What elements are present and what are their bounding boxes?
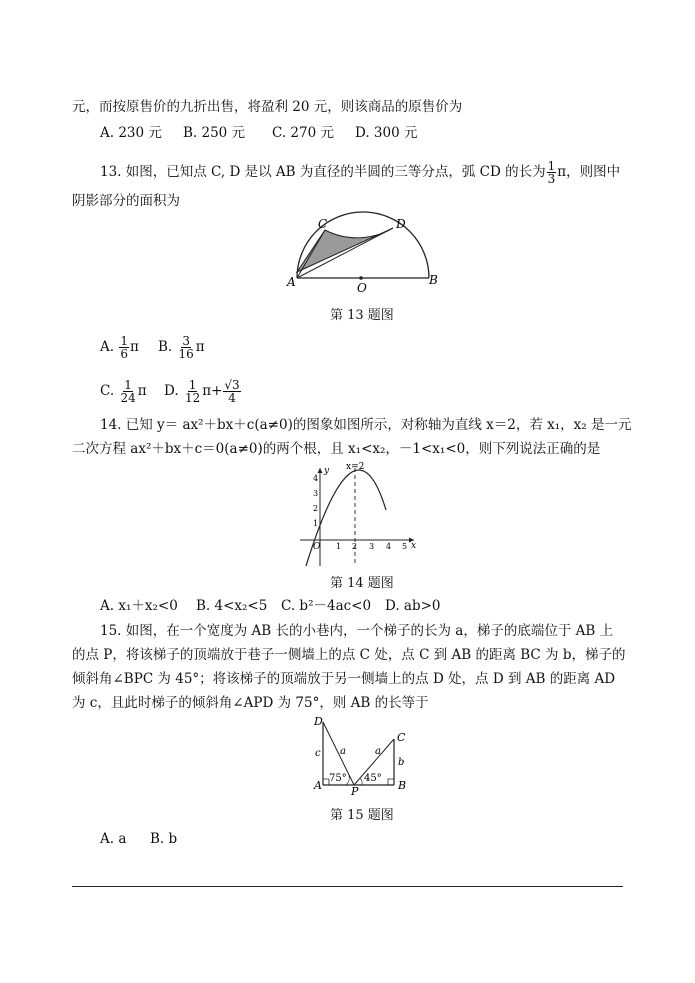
q13-option-d-numerator1: 1 [188,377,197,392]
q14-xtick-5: 5 [402,542,408,551]
q13-arc-denominator: 3 [547,172,556,186]
q15-angle-45-arc [360,778,362,785]
q15-option-b: B. b [150,831,178,847]
q15-line2: 的点 P，将该梯子的顶端放于巷子一侧墙上的点 C 处，点 C 到 AB 的距离 BC 为 b，梯子的 [72,647,626,663]
q13-line2: 阴影部分的面积为 [72,193,180,209]
q15-label-p: P [351,785,359,798]
q15-line4: 为 c，且此时梯子的倾斜角∠APD 为 75°，则 AB 的长等于 [72,695,429,711]
q13-caption: 第 13 题图 [330,308,394,323]
q15-line3: 倾斜角∠BPC 为 45°；将该梯子的顶端放于另一侧墙上的点 D 处，点 D 到 AB 的距离 AD [72,671,616,687]
q13-option-d-label: D. [164,383,179,399]
q14-line1: 14. 已知 y＝ ax²＋bx＋c(a≠0)的图象如图所示，对称轴为直线 x＝2，若 x₁，x₂ 是一元 [100,417,632,433]
q13-option-b-numerator: 3 [182,333,190,348]
q12-text: 元，而按原售价的九折出售，将盈利 20 元，则该商品的原售价为 [72,99,463,115]
q13-option-c-label: C. [100,383,115,399]
q14-ytick-1: 1 [313,519,319,528]
q14-option-a: A. x₁＋x₂<0 [100,598,178,614]
q14-xtick-1: 1 [336,542,342,551]
q13-option-d-denominator1: 12 [184,390,201,405]
q14-ytick-2: 2 [313,504,319,513]
q14-axis-label: x=2 [346,462,365,472]
q13-option-a-numerator: 1 [120,333,128,348]
q15-label-c: C [397,731,406,744]
q13-option-d-pi-plus: π+ [202,383,223,399]
q13-option-b-denominator: 16 [178,346,194,361]
q13-line1-b: ，则图中 [566,164,621,180]
q13-option-a-denominator: 6 [120,346,128,361]
q13-option-d-numerator2: √3 [224,377,240,392]
q14-option-b: B. 4<x₂<5 [196,598,268,614]
q12-option-a: A. 230 元 [100,125,162,141]
q15-right-angle-b [388,779,394,785]
q14-xtick-2: 2 [352,542,358,551]
q14-line2: 二次方程 ax²＋bx＋c＝0(a≠0)的两个根，且 x₁<x₂，－1<x₁<0，则下列说法正确的是 [72,441,601,457]
q13-arc-pi: π [557,164,567,180]
q12-option-b: B. 250 元 [183,125,246,141]
q13-arc-numerator: 1 [547,159,556,173]
q14-xtick-4: 4 [386,542,392,551]
q13-option-c-pi: π [137,383,147,399]
q13-line1-a: 13. 如图，已知点 C, D 是以 AB 为直径的半圆的三等分点，弧 CD 的长为 [100,164,546,180]
q13-option-d-denominator2: 4 [228,390,236,405]
q15-option-a: A. a [100,831,127,847]
q15-label-d: D [314,715,323,728]
q14-x-label: x [411,541,417,551]
q13-option-c-denominator: 24 [120,390,136,405]
q12-option-c: C. 270 元 [272,125,334,141]
q13-option-c-numerator: 1 [124,377,132,392]
q13-label-a: A [287,275,296,289]
q13-option-a-pi: π [129,339,139,355]
q14-option-d: D. ab>0 [385,598,441,614]
q13-label-b: B [429,273,438,287]
q12-option-d: D. 300 元 [355,125,418,141]
q15-angle-45: 45° [364,773,382,784]
q15-label-c-side: c [315,748,321,759]
q13-option-b-pi: π [195,339,205,355]
q15-label-b-side: b [398,757,405,768]
q13-option-a-label: A. [100,339,115,355]
q14-y-label: y [324,466,330,476]
q13-label-d: D [396,217,406,231]
q14-xtick-3: 3 [369,542,375,551]
q15-angle-75: 75° [329,773,347,784]
page-bottom-rule [72,886,623,887]
q13-option-b-label: B. [158,339,173,355]
q15-label-a1: a [340,746,346,757]
q14-caption: 第 14 题图 [330,576,394,591]
q14-option-c: C. b²－4ac<0 [281,598,372,614]
q14-ytick-4: 4 [313,474,319,483]
q15-caption: 第 15 题图 [330,808,394,823]
q15-label-a: A [314,779,322,792]
q14-ytick-3: 3 [313,489,319,498]
q13-label-o: O [357,281,367,295]
q14-origin-label: O [313,542,321,552]
q13-label-c: C [318,217,328,231]
q15-label-b: B [398,779,407,792]
q15-label-a2: a [375,746,381,757]
q15-line1: 15. 如图，在一个宽度为 AB 长的小巷内，一个梯子的长为 a，梯子的底端位于 AB 上 [100,623,614,639]
